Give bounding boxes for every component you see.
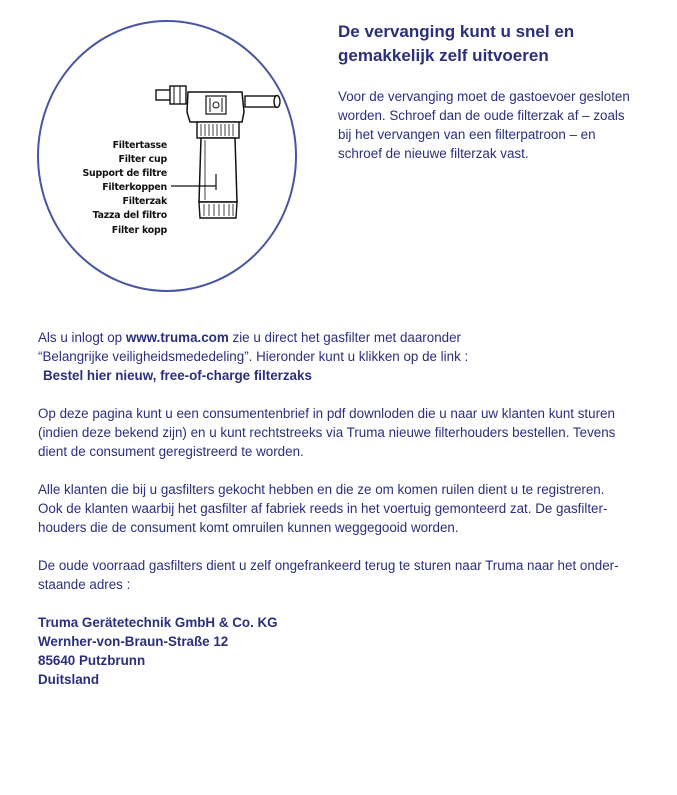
label-filter-kopp: Filter kopp bbox=[111, 224, 167, 236]
paragraph-login bbox=[38, 328, 638, 385]
label-filtertasse: Filtertasse bbox=[112, 140, 167, 151]
download-line-3: dient de consument geregistreerd te worden. bbox=[38, 444, 304, 459]
intro-line-1: Voor de vervanging moet de gastoevoer gesloten bbox=[338, 89, 630, 104]
label-filterzak: Filterzak bbox=[122, 196, 167, 208]
truma-url-link[interactable]: www.truma.com bbox=[125, 330, 229, 345]
paragraph-return bbox=[38, 556, 638, 594]
address-city: 85640 Putzbrunn bbox=[38, 653, 146, 668]
paragraph-register bbox=[38, 480, 638, 537]
return-line-2: staande adres : bbox=[38, 577, 131, 592]
address-country: Duitsland bbox=[38, 672, 100, 687]
heading-line-1: De vervanging kunt u snel en bbox=[338, 22, 575, 41]
login-line-1 bbox=[38, 328, 638, 347]
login-line-2: “Belangrijke veiligheidsmededeling”. Hieronder kunt u klikken op de link : bbox=[38, 349, 469, 364]
register-line-1: Alle klanten die bij u gasfilters gekocht hebben en die ze om komen ruilen dient u te registreren. bbox=[38, 482, 605, 497]
address-block bbox=[38, 613, 638, 689]
label-tazza-del-filtro: Tazza del filtro bbox=[92, 210, 167, 222]
intro-line-3: bij het vervangen van een filterpatroon – en bbox=[338, 127, 596, 142]
intro-line-4: schroef de nieuwe filterzak vast. bbox=[338, 146, 529, 161]
page-heading bbox=[338, 20, 658, 68]
filter-bottom bbox=[199, 202, 237, 218]
register-line-2: Ook de klanten waarbij het gasfilter af fabriek reeds in het voertuig gemonteerd zat. De gasfilter- bbox=[38, 501, 608, 516]
label-filterkoppen: Filterkoppen bbox=[102, 182, 167, 194]
heading-line-2: gemakkelijk zelf uitvoeren bbox=[338, 46, 549, 65]
outlet-pipe bbox=[245, 96, 277, 107]
main-body bbox=[38, 328, 638, 689]
login-prefix: Als u inlogt op bbox=[38, 330, 126, 345]
register-line-3: houders die de consument komt omruilen kunnen weggegooid worden. bbox=[38, 520, 459, 535]
download-line-2: (indien deze bekend zijn) en u kunt rechtstreeks via Truma nieuwe filterhouders bestellen. Tevens bbox=[38, 425, 616, 440]
filter-labels bbox=[76, 139, 167, 238]
order-filterzaks-link[interactable]: Bestel hier nieuw, free-of-charge filterzaks bbox=[43, 368, 312, 383]
label-filter-cup: Filter cup bbox=[118, 154, 167, 166]
download-line-1: Op deze pagina kunt u een consumentenbrief in pdf downloden die u naar uw klanten kunt sturen bbox=[38, 406, 615, 421]
label-support-de-filtre: Support de filtre bbox=[82, 168, 167, 180]
paragraph-download bbox=[38, 404, 638, 461]
intro-line-2: worden. Schroef dan de oude filterzak af – zoals bbox=[338, 108, 625, 123]
address-company: Truma Gerätetechnik GmbH & Co. KG bbox=[38, 615, 278, 630]
intro-paragraph bbox=[338, 87, 638, 163]
inlet-nut bbox=[170, 86, 186, 104]
return-line-1: De oude voorraad gasfilters dient u zelf ongefrankeerd terug te sturen naar Truma naar het onder- bbox=[38, 558, 619, 573]
login-suffix: zie u direct het gasfilter met daaronder bbox=[228, 330, 462, 345]
address-street: Wernher-von-Braun-Straße 12 bbox=[38, 634, 229, 649]
